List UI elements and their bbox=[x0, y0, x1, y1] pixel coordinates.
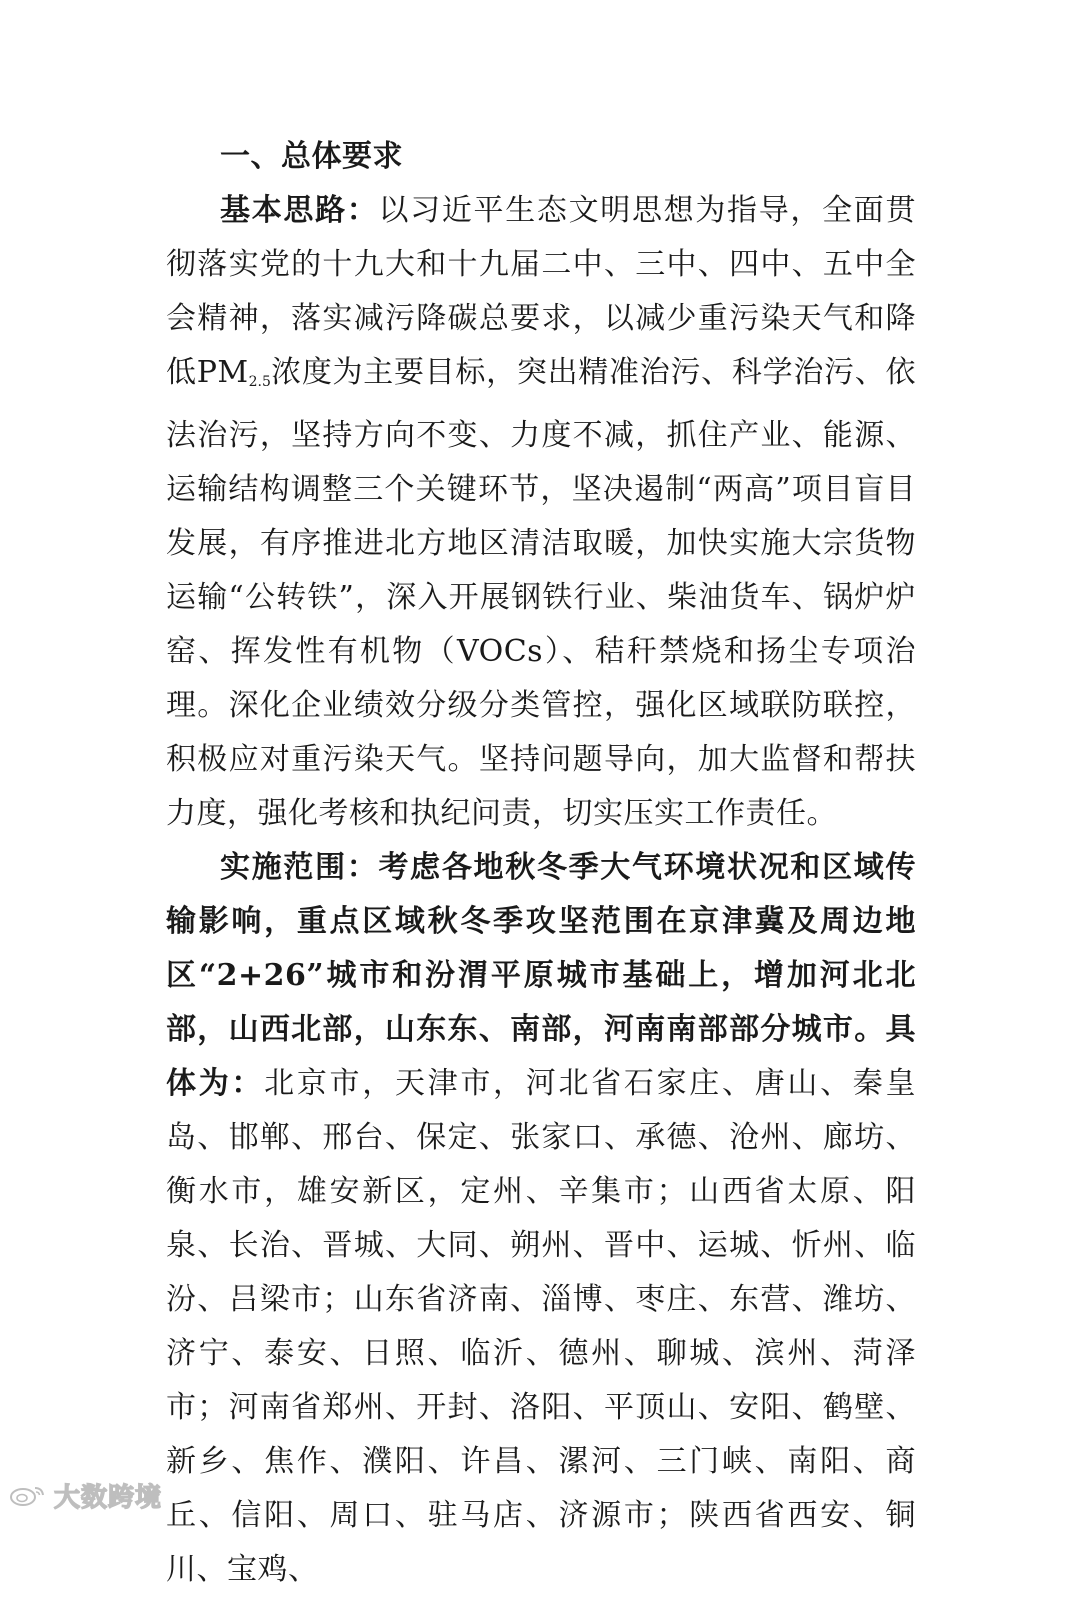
watermark-text: 大数跨境 bbox=[54, 1482, 163, 1513]
paragraph-lead-basic-approach: 基本思路： bbox=[220, 193, 379, 228]
paragraph-implementation-scope bbox=[166, 841, 916, 1597]
section-heading: 一、总体要求 bbox=[220, 139, 403, 174]
paragraph-text-part-a: 以习近平生态文明思想为指导，全面贯彻落实党的十九大和十九届二中、三中、四中、五中全会精神，落实减污降碳总要求，以减少重污染天气和降低PM bbox=[166, 193, 917, 390]
weibo-logo-icon bbox=[8, 1484, 48, 1506]
paragraph-text-part-b: 浓度为主要目标，突出精准治污、科学治污、依法治污，坚持方向不变、力度不减，抓住产业、能源、运输结构调整三个关键环节，坚决遏制“两高”项目盲目发展，有序推进北方地区清洁取暖，加快实施大宗货物运输“公转铁”，深入开展钢铁行业、柴油货车、锅炉炉窑、挥发性有机物（VOCs）、秸秆禁烧和扬尘专项治理。深化企业绩效分级分类管控，强化区域联防联控，积极应对重污染天气。坚持问题导向，加大监督和帮扶力度，强化考核和执纪问责，切实压实工作责任。 bbox=[166, 355, 916, 831]
paragraph-bold-scope: 实施范围：考虑各地秋冬季大气环境状况和区域传输影响，重点区域秋冬季攻坚范围在京津冀及周边地区“2+26”城市和汾渭平原城市基础上，增加河北北部，山西北部，山东东、南部，河南南部部分城市。具体为： bbox=[166, 850, 916, 1101]
paragraph-city-list: 北京市，天津市，河北省石家庄、唐山、秦皇岛、邯郸、邢台、保定、张家口、承德、沧州、廊坊、衡水市，雄安新区，定州、辛集市；山西省太原、阳泉、长治、晋城、大同、朔州、晋中、运城、忻州、临汾、吕梁市；山东省济南、淄博、枣庄、东营、潍坊、济宁、泰安、日照、临沂、德州、聊城、滨州、菏泽市；河南省郑州、开封、洛阳、平顶山、安阳、鹤壁、新乡、焦作、濮阳、许昌、漯河、三门峡、南阳、商丘、信阳、周口、驻马店、济源市；陕西省西安、铜川、宝鸡、 bbox=[166, 1066, 917, 1587]
pm-subscript: 2.5 bbox=[248, 374, 271, 390]
document-body bbox=[166, 130, 916, 1597]
paragraph-basic-approach bbox=[166, 184, 916, 841]
watermark bbox=[8, 1475, 162, 1515]
